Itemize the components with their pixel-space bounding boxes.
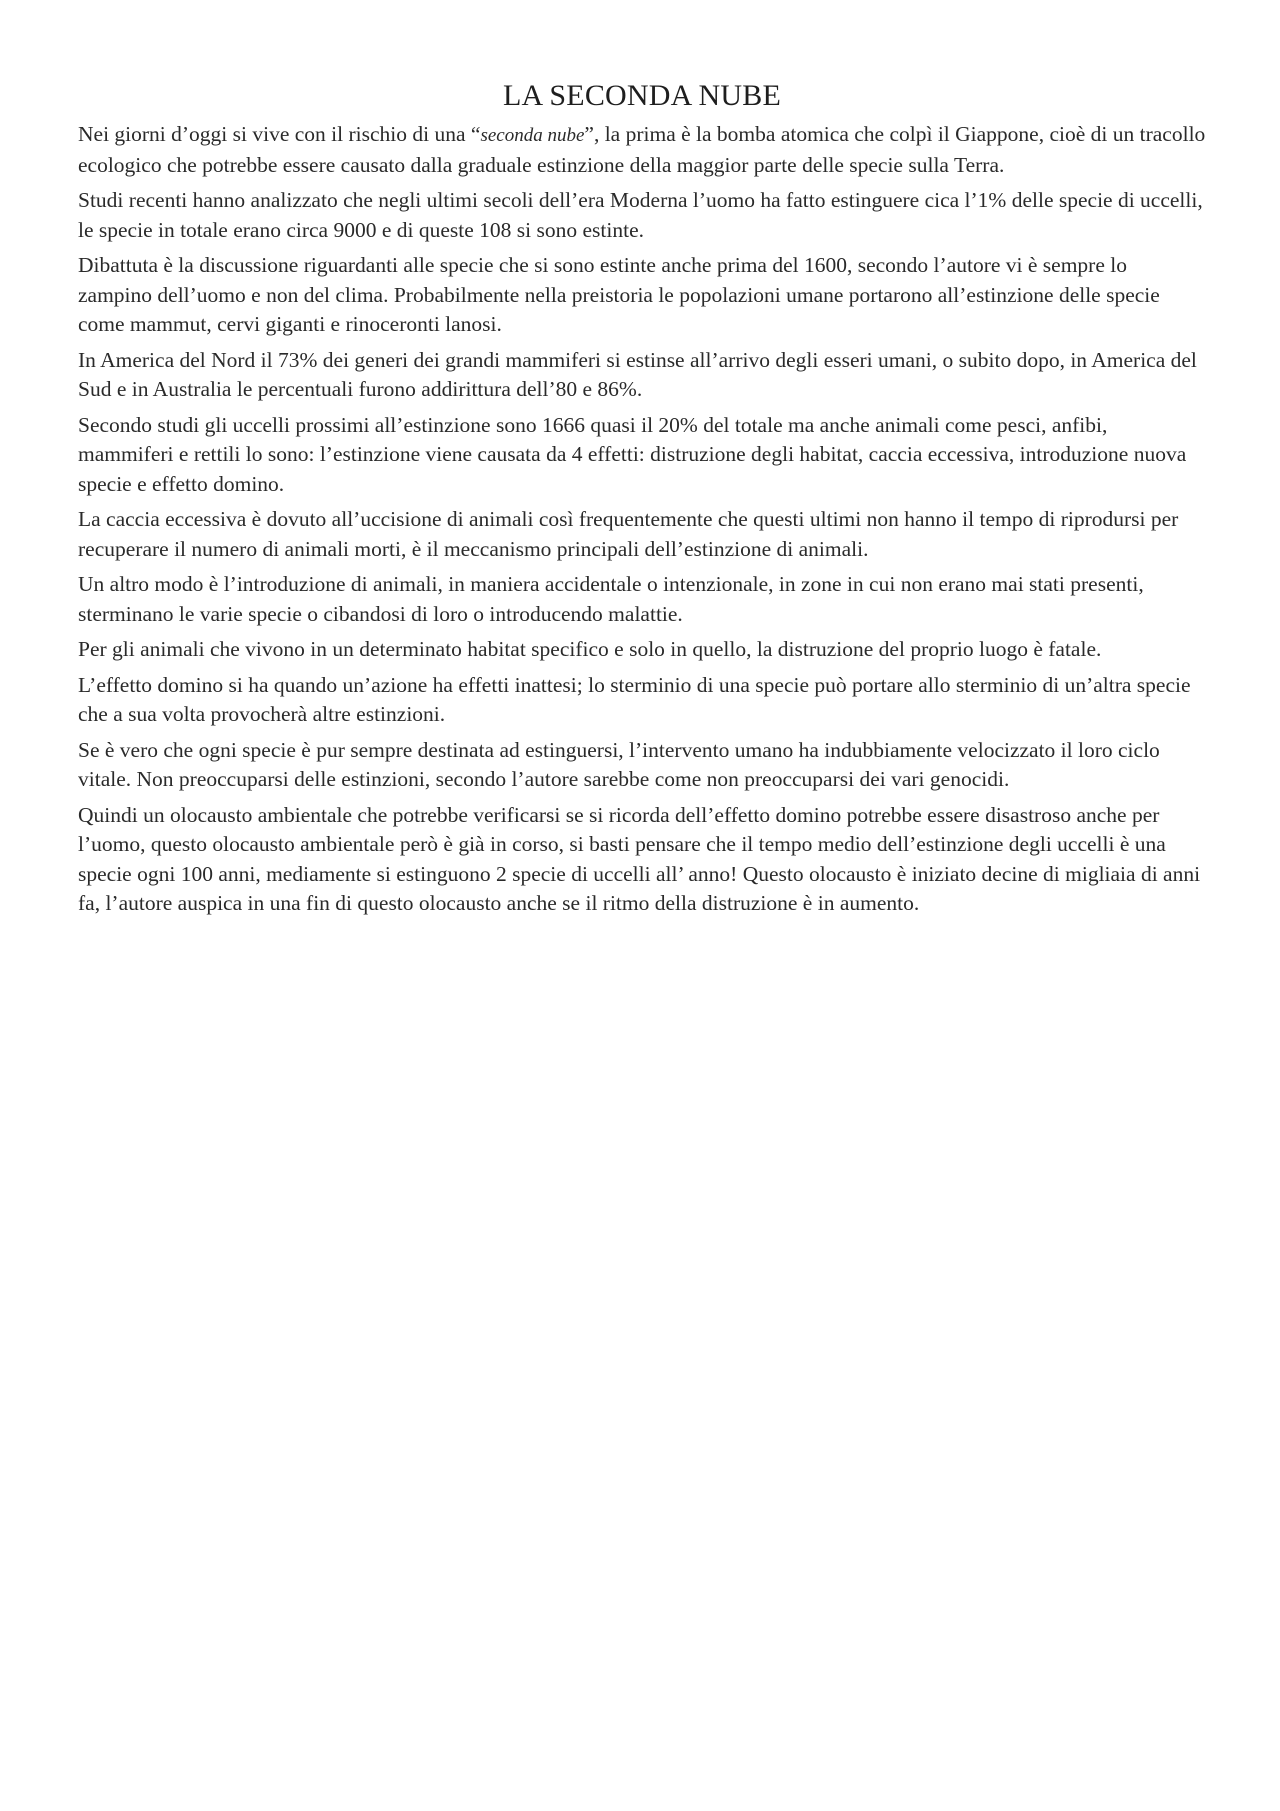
- document-page: [78, 78, 1206, 925]
- paragraph-1-before: Nei giorni d’oggi si vive con il rischio di una “: [78, 122, 481, 146]
- paragraph-3: Dibattuta è la discussione riguardanti alle specie che si sono estinte anche prima del 1600, secondo l’autore vi è sempre lo zampino dell’uomo e non del clima. Probabilmente nella preistoria le popolazioni umane portarono all’estinzione delle specie come mammut, cervi giganti e rinoceronti lanosi.: [78, 253, 1160, 336]
- page-title: LA SECONDA NUBE: [502, 79, 782, 112]
- paragraph-2: Studi recenti hanno analizzato che negli ultimi secoli dell’era Moderna l’uomo ha fatto estinguere cica l’1% delle specie di uccelli, le specie in totale erano circa 9000 e di queste 108 si sono estinte.: [78, 188, 1203, 242]
- paragraph-6: La caccia eccessiva è dovuto all’uccisione di animali così frequentemente che questi ultimi non hanno il tempo di riprodursi per recuperare il numero di animali morti, è il meccanismo principali dell’estinzione di animali.: [78, 507, 1179, 561]
- paragraph-4: In America del Nord il 73% dei generi dei grandi mammiferi si estinse all’arrivo degli esseri umani, o subito dopo, in America del Sud e in Australia le percentuali furono addirittura dell’80 e 86%.: [78, 347, 1197, 401]
- paragraph-1-after: ”, la prima è la bomba atomica che colpì il Giappone, cioè di un tracollo ecologico che potrebbe essere causato dalla graduale estinzione della maggior parte delle specie sulla Terra.: [78, 122, 1206, 177]
- paragraph-5: Secondo studi gli uccelli prossimi all’estinzione sono 1666 quasi il 20% del totale ma anche animali come pesci, anfibi, mammiferi e rettili lo sono: l’estinzione viene causata da 4 effetti: distruzione degli habitat, caccia eccessiva, introduzione nuova specie e effetto domino.: [78, 412, 1187, 496]
- paragraph-11: Quindi un olocausto ambientale che potrebbe verificarsi se si ricorda dell’effetto domino potrebbe essere disastroso anche per l’uomo, questo olocausto ambientale però è già in corso, si basti pensare che il tempo medio dell’estinzione degli uccelli è una specie ogni 100 anni, mediamente si estinguono 2 specie di uccelli all’ anno! Questo olocausto è iniziato decine di migliaia di anni fa, l’autore auspica in una fin di questo olocausto anche se il ritmo della distruzione è in aumento.: [78, 802, 1201, 915]
- paragraph-1-emphasis: seconda nube: [480, 125, 585, 146]
- paragraph-1: [78, 120, 1206, 180]
- paragraph-9: L’effetto domino si ha quando un’azione ha effetti inattesi; lo sterminio di una specie può portare allo sterminio di un’altra specie che a sua volta provocherà altre estinzioni.: [78, 672, 1191, 726]
- paragraph-8: Per gli animali che vivono in un determinato habitat specifico e solo in quello, la distruzione del proprio luogo è fatale.: [78, 637, 1102, 661]
- paragraph-10: Se è vero che ogni specie è pur sempre destinata ad estinguersi, l’intervento umano ha indubbiamente velocizzato il loro ciclo vitale. Non preoccuparsi delle estinzioni, secondo l’autore sarebbe come non preoccuparsi dei vari genocidi.: [78, 737, 1160, 791]
- paragraph-7: Un altro modo è l’introduzione di animali, in maniera accidentale o intenzionale, in zone in cui non erano mai stati presenti, sterminano le varie specie o cibandosi di loro o introducendo malattie.: [78, 572, 1144, 626]
